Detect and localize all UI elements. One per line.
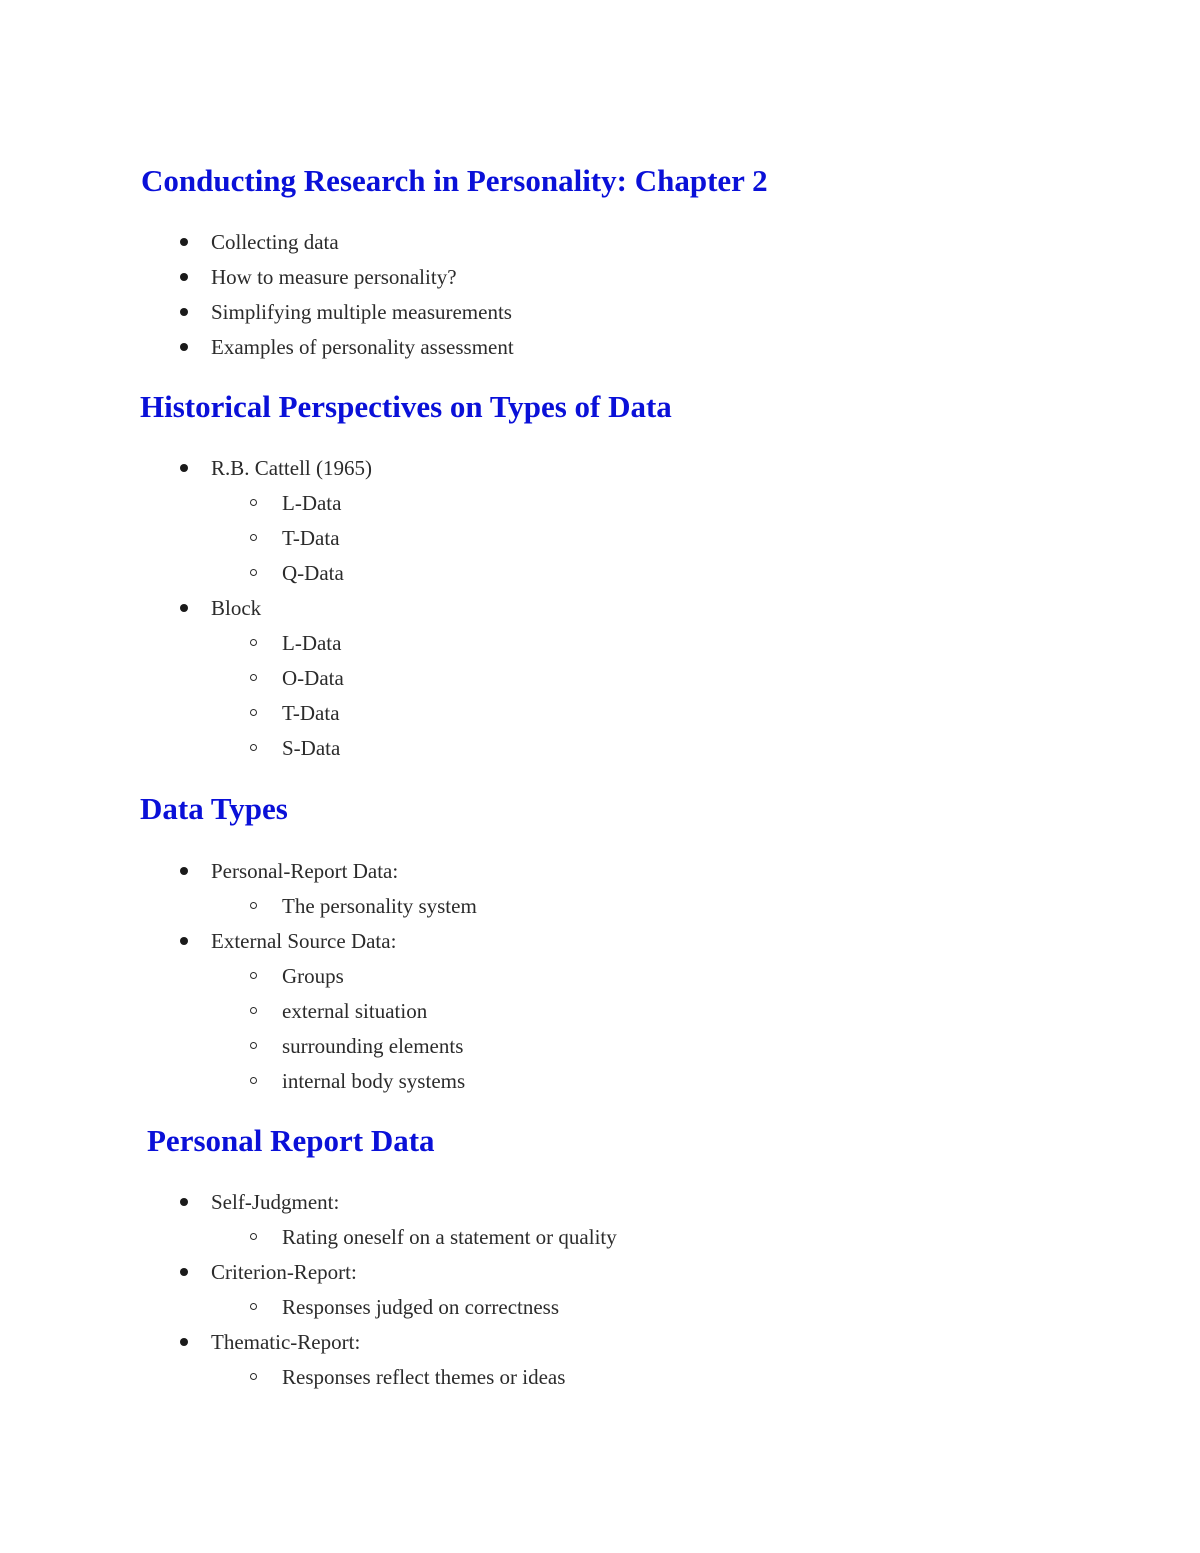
list-item-text: How to measure personality?: [211, 265, 457, 289]
sub-list-item: [0, 696, 1100, 731]
list-item: [0, 1185, 1100, 1220]
hollow-bullet-icon: [250, 902, 257, 909]
list-item-text: Examples of personality assessment: [211, 335, 514, 359]
list-item-text: External Source Data:: [211, 929, 397, 953]
section-heading: Historical Perspectives on Types of Data: [140, 389, 672, 424]
sub-list-item: [0, 486, 1100, 521]
sub-list-item-text: L-Data: [282, 631, 342, 655]
hollow-bullet-icon: [250, 1077, 257, 1084]
sub-list-item: [0, 1360, 1100, 1395]
bullet-list: [0, 1185, 1100, 1395]
sub-list-item: [0, 556, 1100, 591]
sub-list-item-text: T-Data: [282, 526, 340, 550]
sub-list-item: [0, 1220, 1100, 1255]
list-item: [0, 1325, 1100, 1360]
filled-bullet-icon: [180, 867, 188, 875]
sub-list-item-text: internal body systems: [282, 1069, 466, 1093]
sub-list-item: [0, 521, 1100, 556]
sub-list-item: [0, 626, 1100, 661]
hollow-bullet-icon: [250, 1303, 257, 1310]
hollow-bullet-icon: [250, 1007, 257, 1014]
sub-list-item-text: Responses judged on correctness: [282, 1295, 560, 1319]
hollow-bullet-icon: [250, 1042, 257, 1049]
list-item-text: Self-Judgment:: [211, 1190, 340, 1214]
list-item: [0, 260, 1100, 295]
sub-list-item: [0, 1290, 1100, 1325]
hollow-bullet-icon: [250, 674, 257, 681]
sub-list-item: [0, 959, 1100, 994]
sub-list-item-text: Rating oneself on a statement or quality: [282, 1225, 617, 1249]
list-item-text: Collecting data: [211, 230, 339, 254]
section-heading: Conducting Research in Personality: Chapter 2: [141, 163, 768, 198]
sub-list-item-text: Responses reflect themes or ideas: [282, 1365, 566, 1389]
list-item: [0, 330, 1100, 365]
filled-bullet-icon: [180, 238, 188, 246]
sub-list-item-text: T-Data: [282, 701, 340, 725]
filled-bullet-icon: [180, 937, 188, 945]
filled-bullet-icon: [180, 1338, 188, 1346]
section-heading: Personal Report Data: [147, 1123, 435, 1158]
hollow-bullet-icon: [250, 534, 257, 541]
list-item: [0, 295, 1100, 330]
list-item-text: Block: [211, 596, 262, 620]
list-item: [0, 591, 1100, 626]
hollow-bullet-icon: [250, 1233, 257, 1240]
hollow-bullet-icon: [250, 709, 257, 716]
filled-bullet-icon: [180, 1268, 188, 1276]
list-item-text: Simplifying multiple measurements: [211, 300, 512, 324]
sub-list-item-text: The personality system: [282, 894, 477, 918]
list-item: [0, 924, 1100, 959]
sub-list-item: [0, 889, 1100, 924]
bullet-list: [0, 854, 1100, 1099]
filled-bullet-icon: [180, 1198, 188, 1206]
sub-list-item: [0, 994, 1100, 1029]
sub-list-item-text: surrounding elements: [282, 1034, 464, 1058]
filled-bullet-icon: [180, 273, 188, 281]
filled-bullet-icon: [180, 343, 188, 351]
sub-list-item: [0, 731, 1100, 766]
sub-list-item-text: Q-Data: [282, 561, 344, 585]
list-item: [0, 854, 1100, 889]
list-item: [0, 225, 1100, 260]
filled-bullet-icon: [180, 464, 188, 472]
hollow-bullet-icon: [250, 639, 257, 646]
list-item-text: Criterion-Report:: [211, 1260, 357, 1284]
list-item: [0, 451, 1100, 486]
list-item-text: R.B. Cattell (1965): [211, 456, 372, 480]
sub-list-item: [0, 1029, 1100, 1064]
hollow-bullet-icon: [250, 972, 257, 979]
hollow-bullet-icon: [250, 499, 257, 506]
sub-list-item: [0, 661, 1100, 696]
bullet-list: [0, 451, 1100, 766]
sub-list-item-text: O-Data: [282, 666, 344, 690]
filled-bullet-icon: [180, 308, 188, 316]
list-item: [0, 1255, 1100, 1290]
sub-list-item-text: Groups: [282, 964, 344, 988]
hollow-bullet-icon: [250, 1373, 257, 1380]
hollow-bullet-icon: [250, 569, 257, 576]
list-item-text: Thematic-Report:: [211, 1330, 361, 1354]
sub-list-item-text: S-Data: [282, 736, 341, 760]
list-item-text: Personal-Report Data:: [211, 859, 399, 883]
sub-list-item-text: external situation: [282, 999, 428, 1023]
hollow-bullet-icon: [250, 744, 257, 751]
section-heading: Data Types: [140, 791, 288, 826]
sub-list-item: [0, 1064, 1100, 1099]
bullet-list: [0, 225, 1100, 365]
sub-list-item-text: L-Data: [282, 491, 342, 515]
filled-bullet-icon: [180, 604, 188, 612]
